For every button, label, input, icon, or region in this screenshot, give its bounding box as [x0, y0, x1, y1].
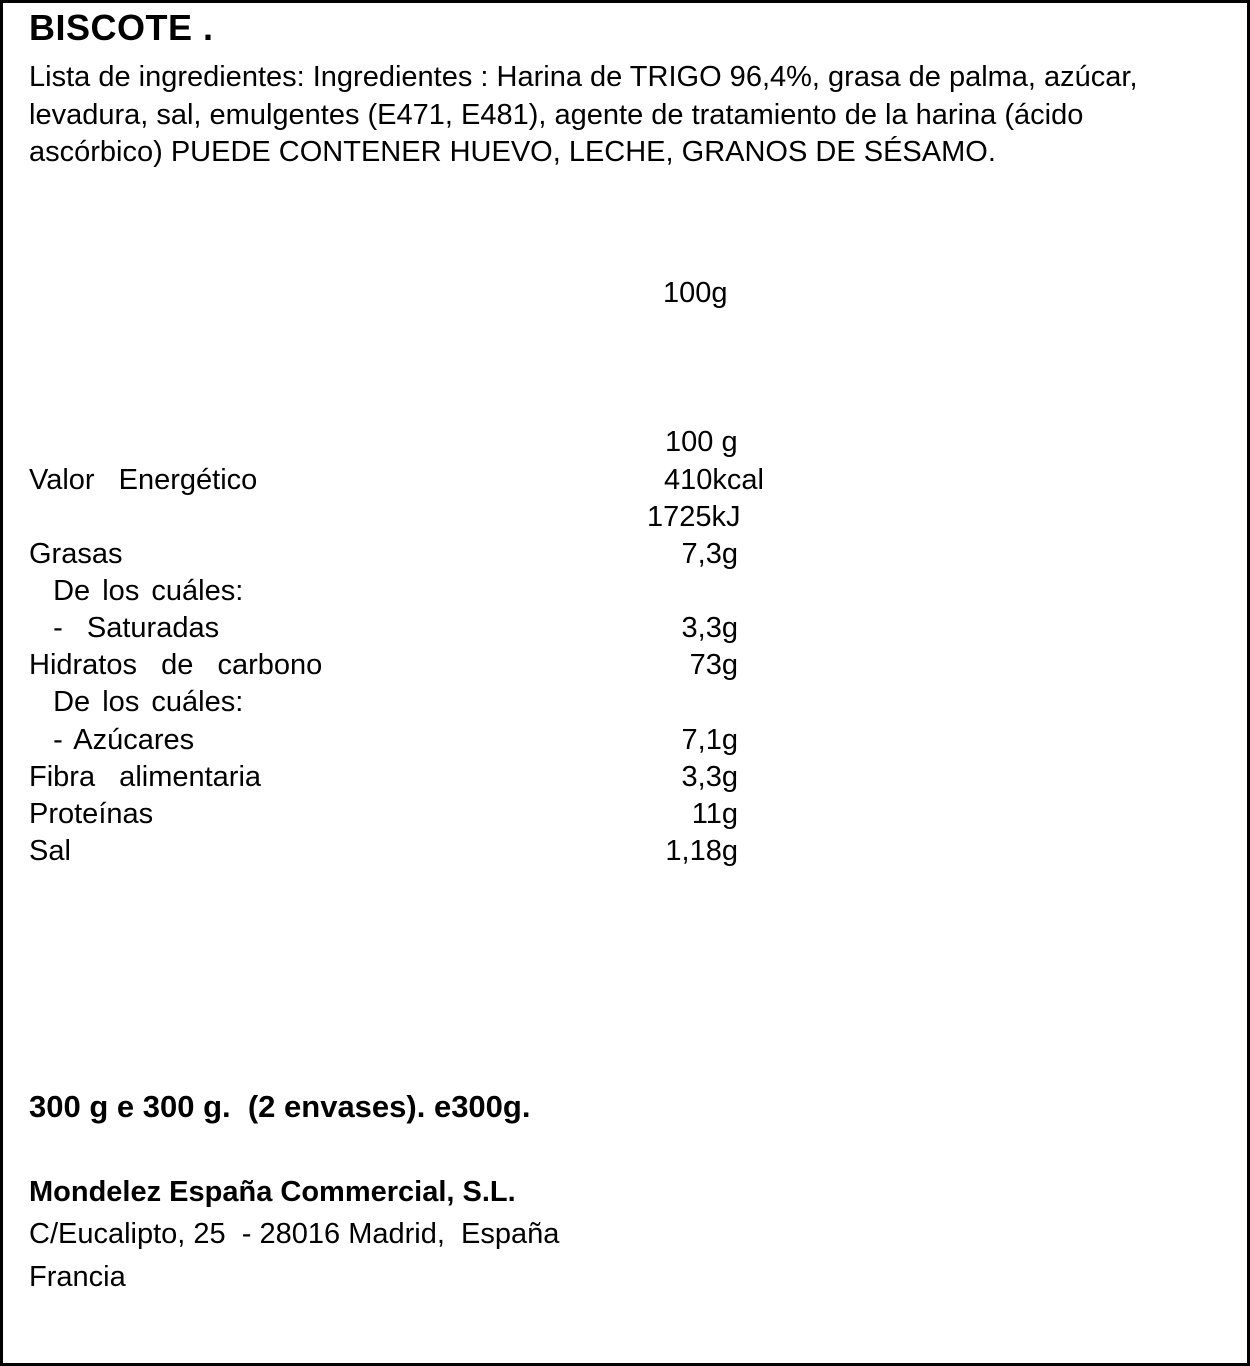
nutrient-label: Valor Energético	[29, 464, 258, 496]
nutrient-label: De los cuáles:	[29, 575, 244, 607]
nutrient-label: Grasas	[29, 538, 123, 570]
nutrient-value: 3,3g	[681, 761, 738, 793]
nutrient-label: Sal	[29, 835, 71, 867]
per-100g-label: 100g	[663, 277, 728, 309]
nutrient-value: 73g	[689, 649, 738, 681]
nutrition-row	[3, 724, 1250, 761]
nutrient-label: - Saturadas	[29, 612, 220, 644]
nutrient-value: 3,3g	[681, 612, 738, 644]
nutrition-row	[3, 686, 1250, 723]
nutrition-row	[3, 612, 1250, 649]
nutrition-row	[3, 798, 1250, 835]
nutrient-value: 7,3g	[681, 538, 738, 570]
nutrition-row	[3, 538, 1250, 575]
nutrition-row	[3, 761, 1250, 798]
nutrient-label: De los cuáles:	[29, 686, 244, 718]
nutrition-row-energy	[3, 464, 1250, 501]
nutrition-row-energy-kj	[3, 501, 1250, 538]
nutrition-column-header: 100 g	[665, 426, 738, 458]
manufacturer-name: Mondelez España Commercial, S.L.	[29, 1176, 516, 1208]
manufacturer-address: C/Eucalipto, 25 - 28016 Madrid, España	[29, 1218, 560, 1250]
nutrient-label: Fibra alimentaria	[29, 761, 262, 793]
nutrient-label: - Azúcares	[29, 724, 195, 756]
manufacturer-country: Francia	[29, 1261, 126, 1293]
nutrition-row	[3, 649, 1250, 686]
nutrient-label: Proteínas	[29, 798, 154, 830]
nutrient-label: Hidratos de carbono	[29, 649, 323, 681]
nutrient-value: 7,1g	[681, 724, 738, 756]
nutrient-value-kcal: 410kcal	[664, 464, 764, 496]
product-title: BISCOTE .	[29, 7, 214, 48]
nutrient-value: 1,18g	[665, 835, 738, 867]
nutrient-value: 11g	[691, 798, 738, 830]
ingredients-list: Lista de ingredientes: Ingredientes : Harina de TRIGO 96,4%, grasa de palma, azúcar, levadura, sal, emulgentes (E471, E481), agente de tratamiento de la harina (ácido ascórbico) PUEDE CONTENER HUEVO, LECHE, GRANOS DE SÉSAMO.	[29, 61, 1138, 168]
nutrition-row	[3, 575, 1250, 612]
nutrition-row	[3, 835, 1250, 872]
net-weight: 300 g e 300 g. (2 envases). e300g.	[29, 1089, 531, 1124]
nutrient-value-kj: 1725kJ	[647, 501, 741, 533]
